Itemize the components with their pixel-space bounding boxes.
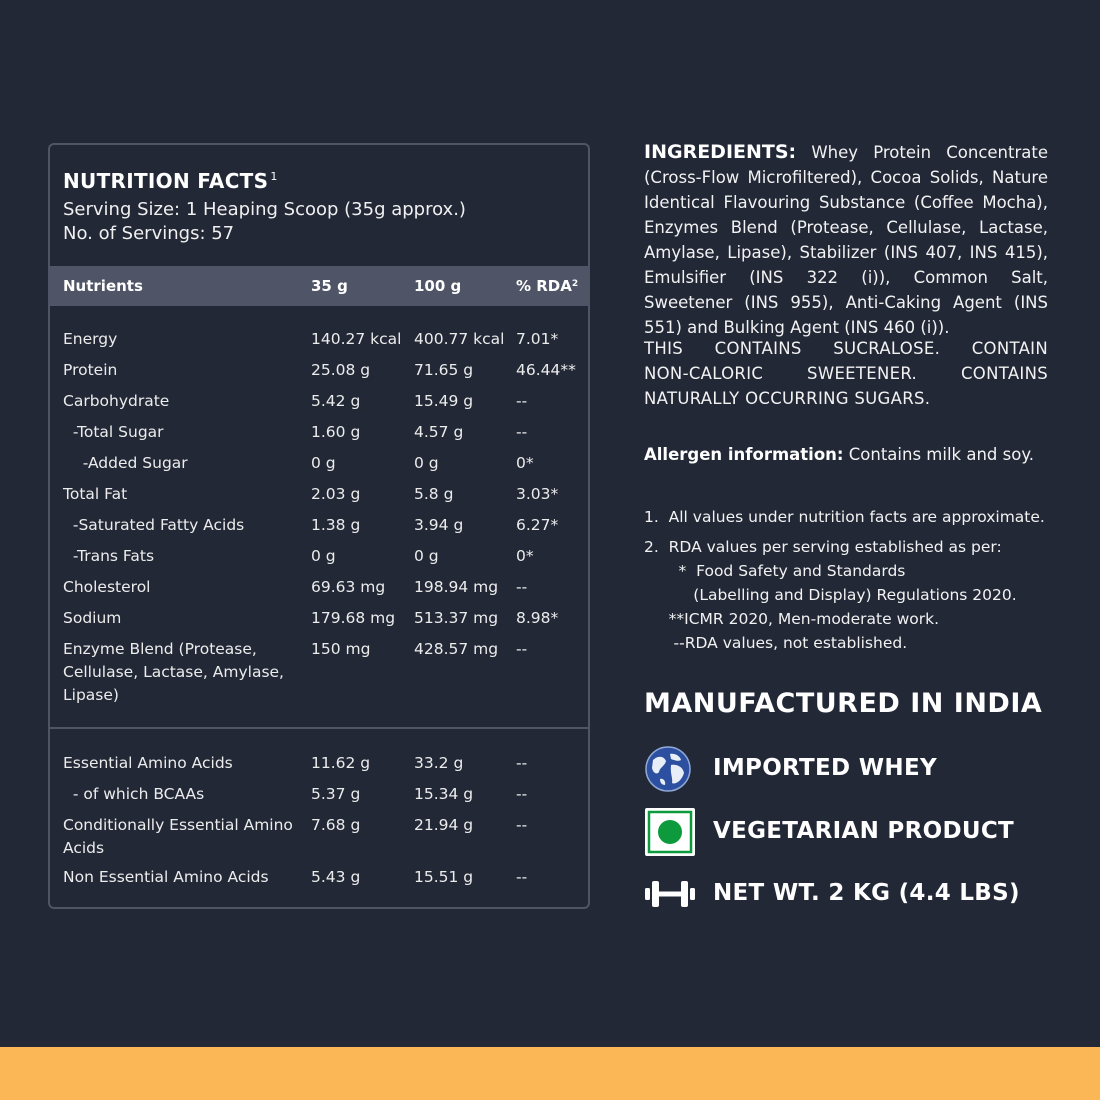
servings-count: No. of Servings: 57 — [63, 223, 235, 244]
footnotes: 1. All values under nutrition facts are approximate. 2. RDA values per serving established as per: * Food Safety and Standards (Labelling and Display) Regulations 2020. **ICMR 2020, Men-moderate work. --RDA values, not established. — [644, 505, 1045, 655]
per-100g-value: 15.51 g — [414, 868, 474, 886]
footnote-1: 1. All values under nutrition facts are approximate. — [644, 508, 1045, 526]
per-serving-value: 1.38 g — [311, 516, 361, 534]
nutrient-name: - of which BCAAs — [63, 785, 205, 803]
ingredients-block — [644, 140, 1048, 340]
per-serving-value: 1.60 g — [311, 423, 361, 441]
header-nutrients: Nutrients — [63, 277, 143, 295]
rda-value: 3.03* — [516, 485, 559, 503]
rda-value: -- — [516, 868, 528, 886]
nutrient-name: Sodium — [63, 609, 122, 627]
rda-value: 7.01* — [516, 330, 559, 348]
per-serving-value: 150 mg — [311, 640, 371, 658]
nutrient-name: -Saturated Fatty Acids — [63, 516, 245, 534]
allergen-label: Allergen information: — [644, 445, 844, 464]
allergen-info: Allergen information: Contains milk and soy. — [644, 445, 1034, 464]
per-100g-value: 15.49 g — [414, 392, 474, 410]
per-serving-value: 5.43 g — [311, 868, 361, 886]
sucralose-statement: THIS CONTAINS SUCRALOSE. CONTAIN NON-CALORIC SWEETENER. CONTAINS NATURALLY OCCURRING SUGARS. — [644, 339, 1048, 408]
rda-value: -- — [516, 578, 528, 596]
nutrient-name: Protein — [63, 361, 118, 379]
nutrient-name: -Trans Fats — [63, 547, 155, 565]
rda-value: -- — [516, 423, 528, 441]
nutrient-name: Carbohydrate — [63, 392, 170, 410]
section-divider — [50, 727, 588, 729]
serving-size: Serving Size: 1 Heaping Scoop (35g approx.) — [63, 199, 466, 220]
per-100g-value: 71.65 g — [414, 361, 474, 379]
nutrient-name: -Added Sugar — [63, 454, 188, 472]
rda-value: 0* — [516, 454, 534, 472]
feature-net-weight: NET WT. 2 KG (4.4 LBS) — [713, 880, 1020, 906]
footnote-2: 2. RDA values per serving established as per: — [644, 538, 1002, 556]
nutrient-name: Conditionally Essential Amino Acids — [63, 816, 298, 857]
nutrient-name: Energy — [63, 330, 118, 348]
rda-value: 0* — [516, 547, 534, 565]
per-serving-value: 140.27 kcal — [311, 330, 402, 348]
rda-value: 8.98* — [516, 609, 559, 627]
per-serving-value: 11.62 g — [311, 754, 371, 772]
nutrient-name: Non Essential Amino Acids — [63, 868, 269, 886]
per-100g-value: 4.57 g — [414, 423, 464, 441]
header-rda: % RDA$^2$ — [516, 277, 579, 295]
ingredients-label: INGREDIENTS: — [644, 141, 797, 163]
header-per-serving: 35 g — [311, 277, 348, 295]
feature-vegetarian: VEGETARIAN PRODUCT — [713, 818, 1014, 844]
bottom-accent-stripe — [0, 1047, 1100, 1100]
ingredients-text: Whey Protein Concentrate (Cross-Flow Microfiltered), Cocoa Solids, Nature Identical Flavouring Substance (Coffee Mocha), Enzymes Blend (Protease, Cellulase, Lactase, Amylase, Lipase), Stabilizer (INS 407, INS 415), Emulsifier (INS 322 (i)), Common Salt, Sweetener (INS 955), Anti-Caking Agent (INS 551) and Bulking Agent (INS 460 (i)). — [644, 143, 1048, 337]
nutrient-name: -Total Sugar — [63, 423, 164, 441]
nutrient-name: Cholesterol — [63, 578, 151, 596]
per-100g-value: 15.34 g — [414, 785, 474, 803]
nutrient-name: Essential Amino Acids — [63, 754, 233, 772]
rda-value: -- — [516, 785, 528, 803]
per-serving-value: 2.03 g — [311, 485, 361, 503]
nutrient-name: Enzyme Blend (Protease, Cellulase, Lactase, Amylase, Lipase) — [63, 640, 289, 704]
per-serving-value: 25.08 g — [311, 361, 371, 379]
per-serving-value: 0 g — [311, 547, 336, 565]
per-serving-value: 7.68 g — [311, 816, 361, 834]
per-100g-value: 198.94 mg — [414, 578, 499, 596]
globe-icon — [644, 745, 692, 793]
nutrient-name: Total Fat — [63, 485, 128, 503]
per-100g-value: 428.57 mg — [414, 640, 499, 658]
header-per-100g: 100 g — [414, 277, 462, 295]
manufactured-heading: MANUFACTURED IN INDIA — [644, 688, 1043, 719]
dumbbell-icon — [644, 878, 696, 910]
rda-value: 6.27* — [516, 516, 559, 534]
nutrition-facts-panel — [48, 143, 590, 909]
per-100g-value: 21.94 g — [414, 816, 474, 834]
per-100g-value: 0 g — [414, 547, 439, 565]
per-100g-value: 0 g — [414, 454, 439, 472]
per-serving-value: 5.37 g — [311, 785, 361, 803]
per-100g-value: 5.8 g — [414, 485, 454, 503]
nutrition-title: NUTRITION FACTS $^1$ — [63, 169, 278, 193]
per-serving-value: 0 g — [311, 454, 336, 472]
per-serving-value: 179.68 mg — [311, 609, 396, 627]
rda-value: 46.44** — [516, 361, 576, 379]
vegetarian-mark-icon — [644, 807, 696, 857]
per-100g-value: 3.94 g — [414, 516, 464, 534]
per-100g-value: 400.77 kcal — [414, 330, 505, 348]
rda-value: -- — [516, 640, 528, 658]
feature-imported-whey: IMPORTED WHEY — [713, 755, 937, 781]
rda-value: -- — [516, 392, 528, 410]
rda-value: -- — [516, 754, 528, 772]
per-serving-value: 5.42 g — [311, 392, 361, 410]
rda-value: -- — [516, 816, 528, 834]
footnote-marker: 1 — [270, 170, 278, 183]
per-100g-value: 513.37 mg — [414, 609, 499, 627]
per-serving-value: 69.63 mg — [311, 578, 386, 596]
per-100g-value: 33.2 g — [414, 754, 464, 772]
table-header — [50, 266, 588, 306]
